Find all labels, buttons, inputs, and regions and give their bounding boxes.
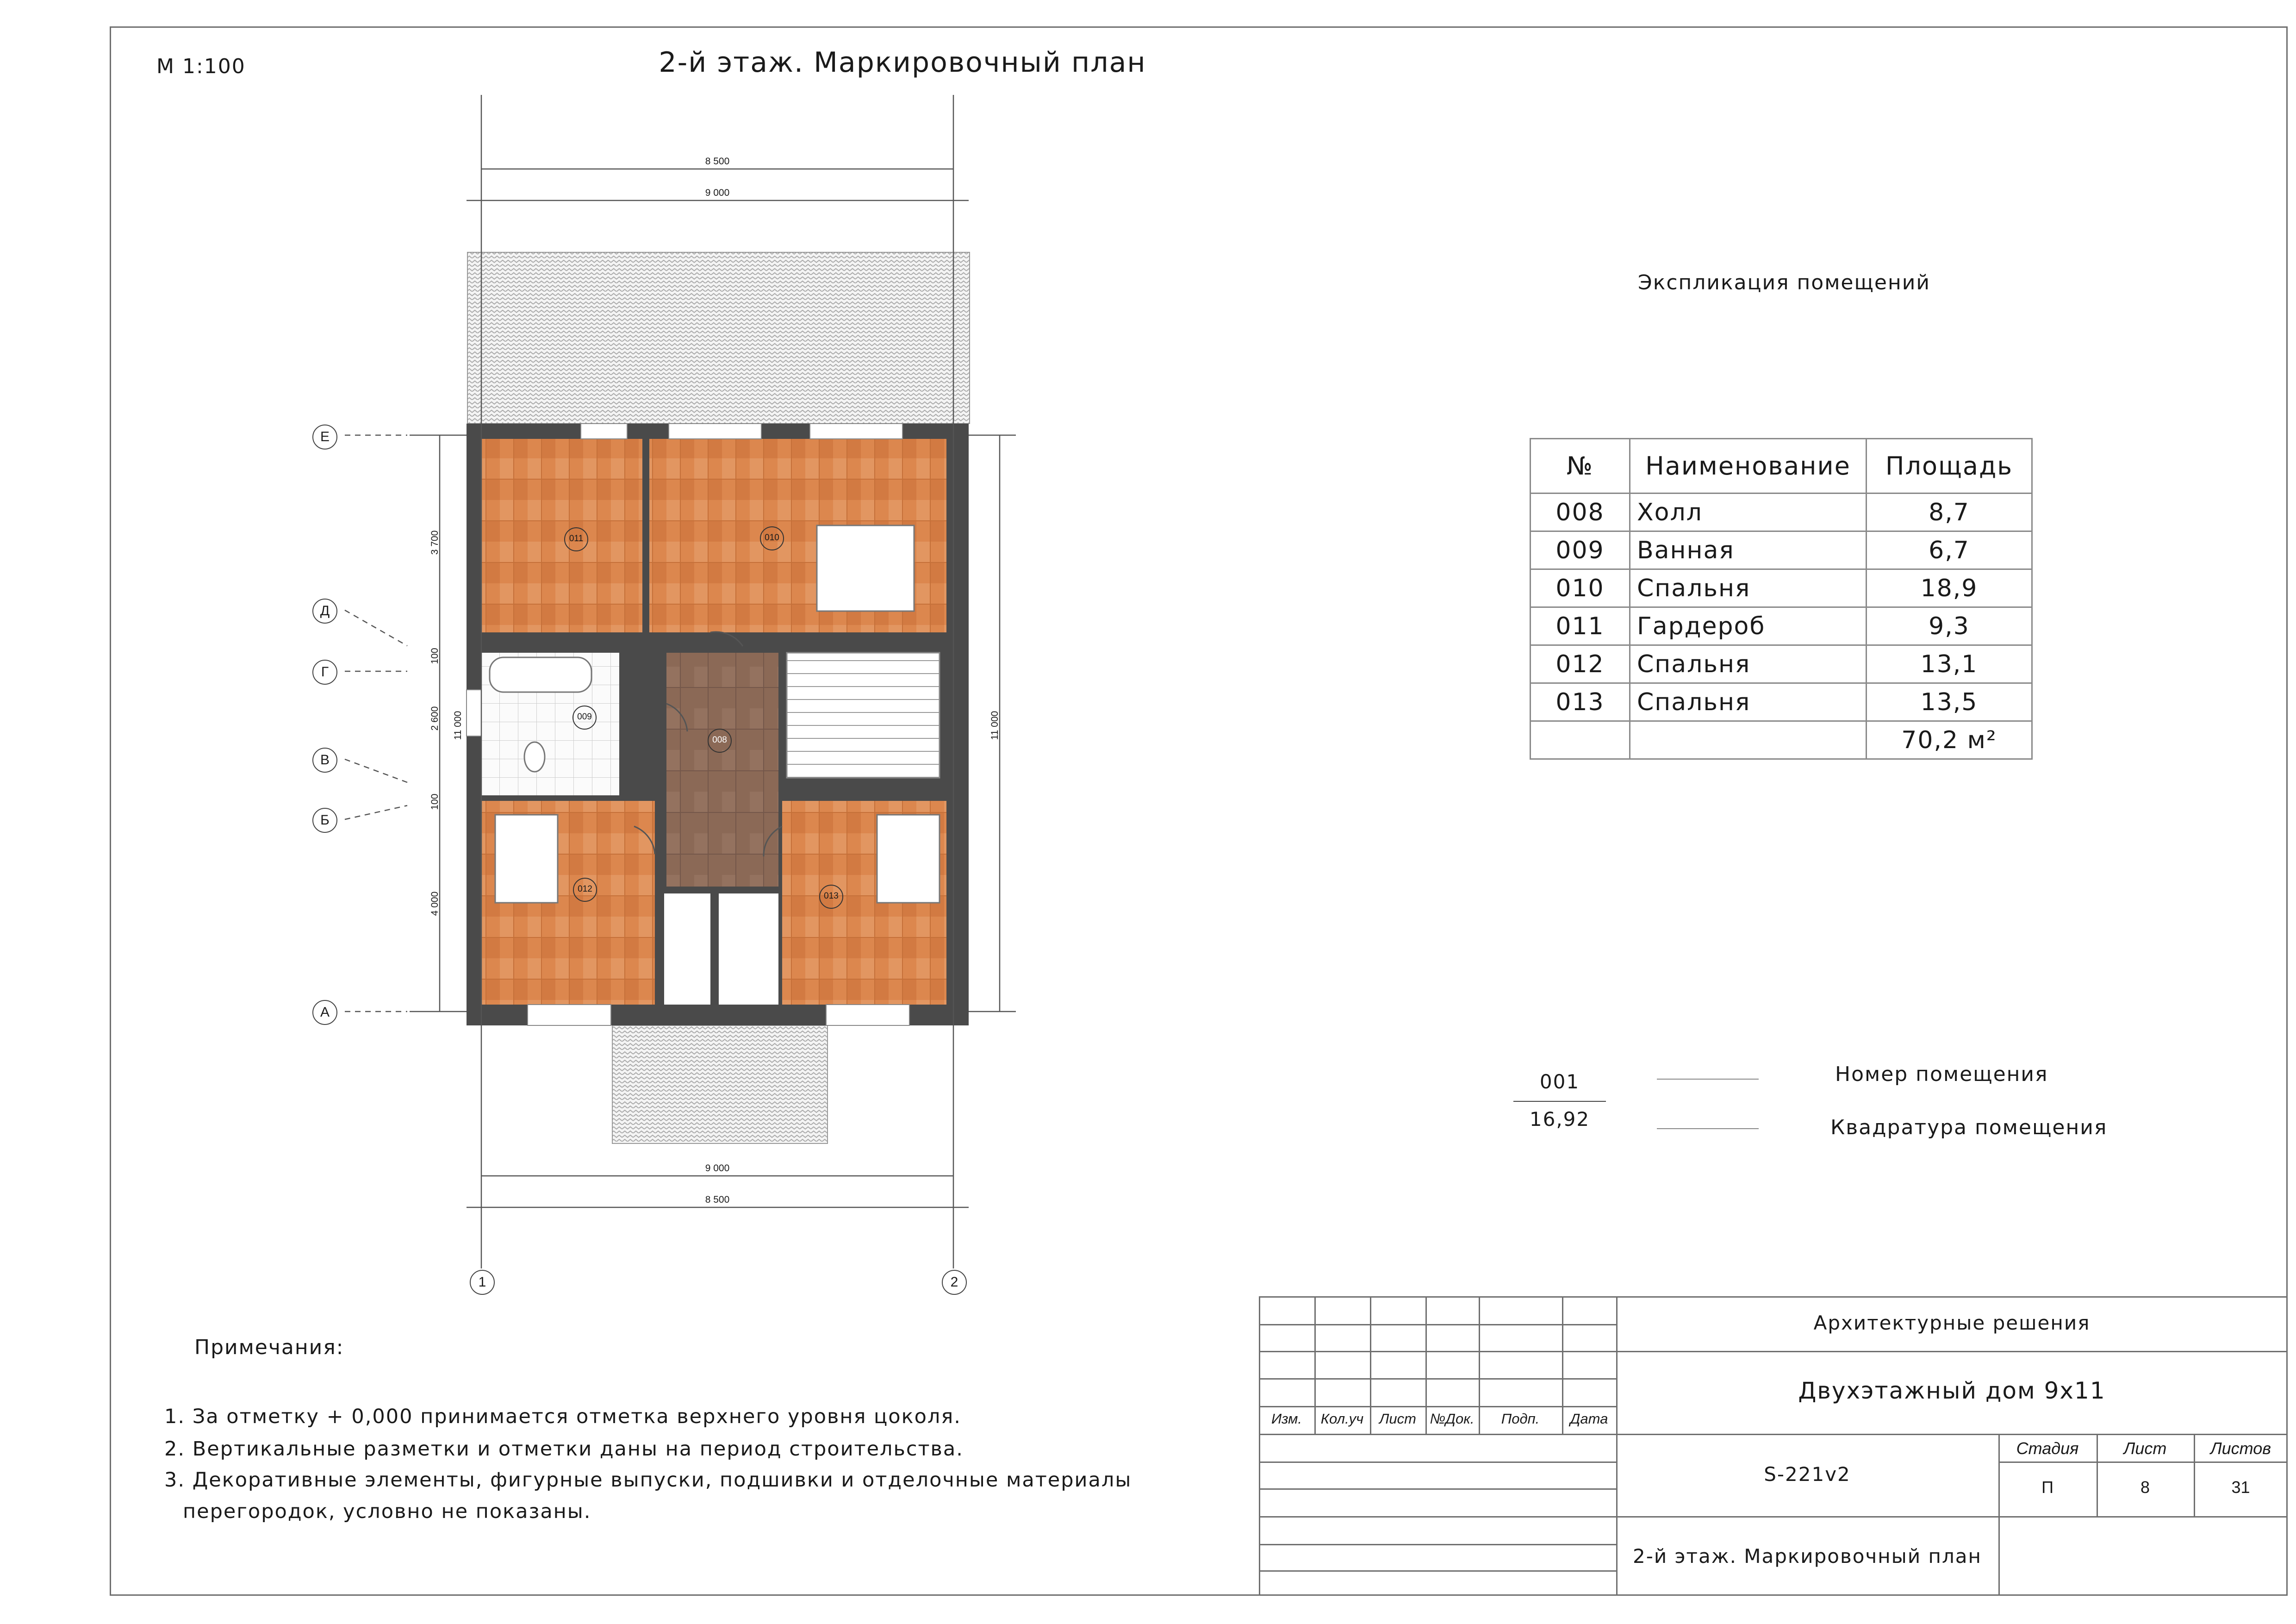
row-num: 011: [1531, 607, 1630, 645]
dim-bottom-inner: 8 500: [705, 1194, 730, 1205]
legend-area-label: Квадратура помещения: [1830, 1116, 2108, 1139]
tb-stage: П: [2041, 1478, 2053, 1497]
legend-sample-number: 001: [1539, 1070, 1580, 1093]
row-name: Ванная: [1630, 531, 1867, 569]
table-row: [1531, 493, 2032, 531]
dim-left-2: 100: [429, 648, 440, 664]
room-label-012: 012: [578, 884, 592, 894]
legend-line-area: [1657, 1128, 1759, 1129]
table-row: [1531, 531, 2032, 569]
row-area: 13,1: [1867, 645, 2032, 683]
tb-col-data: Дата: [1570, 1411, 1608, 1427]
tb-project: Двухэтажный дом 9х11: [1798, 1377, 2106, 1404]
table-row: [1531, 607, 2032, 645]
tb-code: S-221v2: [1764, 1463, 1851, 1486]
empty-cell: [1630, 721, 1867, 759]
room-label-008: 008: [712, 735, 727, 745]
stairs: [787, 653, 940, 778]
room-label-009: 009: [577, 712, 592, 722]
axis-1-bubble: 1: [470, 1270, 495, 1295]
row-name: Спальня: [1630, 569, 1867, 607]
dim-left-3: 2 600: [429, 706, 440, 731]
col-header-name: Наименование: [1630, 439, 1867, 493]
axis-E-bubble: Е: [312, 425, 337, 450]
tb-col-koluch: Кол.уч: [1320, 1411, 1364, 1427]
legend-divider: [1513, 1101, 1606, 1102]
room-label-010: 010: [765, 533, 779, 543]
dim-right-total: 11 000: [989, 711, 1000, 740]
notes-heading: Примечания:: [194, 1336, 344, 1359]
row-num: 010: [1531, 569, 1630, 607]
note-3-cont: перегородок, условно не показаны.: [183, 1500, 591, 1523]
table-total-row: [1531, 721, 2032, 759]
row-num: 009: [1531, 531, 1630, 569]
row-area: 13,5: [1867, 683, 2032, 721]
tb-sheets-label: Листов: [2210, 1439, 2271, 1458]
note-3: 3. Декоративные элементы, фигурные выпуски, подшивки и отделочные материалы: [164, 1468, 1132, 1492]
room-label-013: 013: [824, 891, 839, 901]
col-header-area: Площадь: [1867, 439, 2032, 493]
row-area: 18,9: [1867, 569, 2032, 607]
row-area: 8,7: [1867, 493, 2032, 531]
table-row: [1531, 645, 2032, 683]
tb-col-ndok: №Док.: [1430, 1411, 1475, 1427]
room-label-011: 011: [569, 534, 584, 543]
scale-label: М 1:100: [156, 55, 246, 78]
axis-G-bubble: Г: [312, 660, 337, 685]
tb-section: Архитектурные решения: [1813, 1312, 2091, 1334]
room-008-floor: [666, 653, 778, 887]
dim-left-5: 4 000: [429, 891, 440, 916]
legend-sample-area: 16,92: [1529, 1108, 1590, 1131]
row-name: Спальня: [1630, 645, 1867, 683]
dim-bottom-outer: 9 000: [705, 1163, 730, 1174]
dim-left-4: 100: [429, 793, 440, 810]
col-header-num: №: [1531, 439, 1630, 493]
tb-sheet: 8: [2140, 1478, 2150, 1497]
row-name: Гардероб: [1630, 607, 1867, 645]
page-title: 2-й этаж. Маркировочный план: [659, 46, 1146, 79]
axis-B-bubble: Б: [312, 808, 337, 833]
row-num: 008: [1531, 493, 1630, 531]
dim-top-outer: 9 000: [705, 187, 730, 198]
note-1: 1. За отметку + 0,000 принимается отметка верхнего уровня цоколя.: [164, 1405, 961, 1428]
row-area: 9,3: [1867, 607, 2032, 645]
axis-2-bubble: 2: [942, 1270, 967, 1295]
axis-D-bubble: Д: [312, 599, 337, 624]
tb-sheet-label: Лист: [2123, 1439, 2167, 1458]
axis-A-bubble: А: [312, 1000, 337, 1025]
roof-top-tiles: [467, 252, 970, 424]
table-row: [1531, 683, 2032, 721]
tb-col-list: Лист: [1379, 1411, 1416, 1427]
tb-sheet-title: 2-й этаж. Маркировочный план: [1632, 1545, 1982, 1568]
empty-cell: [1531, 721, 1630, 759]
porch-tiles: [612, 1025, 828, 1143]
row-area: 6,7: [1867, 531, 2032, 569]
row-name: Холл: [1630, 493, 1867, 531]
dim-top-inner: 8 500: [705, 156, 730, 167]
table-row: [1531, 569, 2032, 607]
closets: [664, 893, 778, 1005]
row-num: 012: [1531, 645, 1630, 683]
legend-line-number: [1657, 1079, 1759, 1080]
table-header-row: [1531, 439, 2032, 493]
tb-col-izm: Изм.: [1271, 1411, 1302, 1427]
note-2: 2. Вертикальные разметки и отметки даны на период строительства.: [164, 1437, 964, 1461]
tb-col-podp: Подп.: [1501, 1411, 1540, 1427]
row-name: Спальня: [1630, 683, 1867, 721]
tb-stage-label: Стадия: [2016, 1439, 2079, 1458]
row-num: 013: [1531, 683, 1630, 721]
room-011-floor: [481, 439, 642, 632]
explication-table: [1530, 438, 2033, 760]
legend-number-label: Номер помещения: [1835, 1062, 2048, 1086]
dim-left-1: 3 700: [429, 530, 440, 555]
explication-heading: Экспликация помещений: [1638, 271, 1930, 294]
dim-left-total: 11 000: [453, 711, 463, 740]
axis-V-bubble: В: [312, 748, 337, 773]
tb-sheets: 31: [2231, 1478, 2250, 1497]
total-area: 70,2 м²: [1867, 721, 2032, 759]
